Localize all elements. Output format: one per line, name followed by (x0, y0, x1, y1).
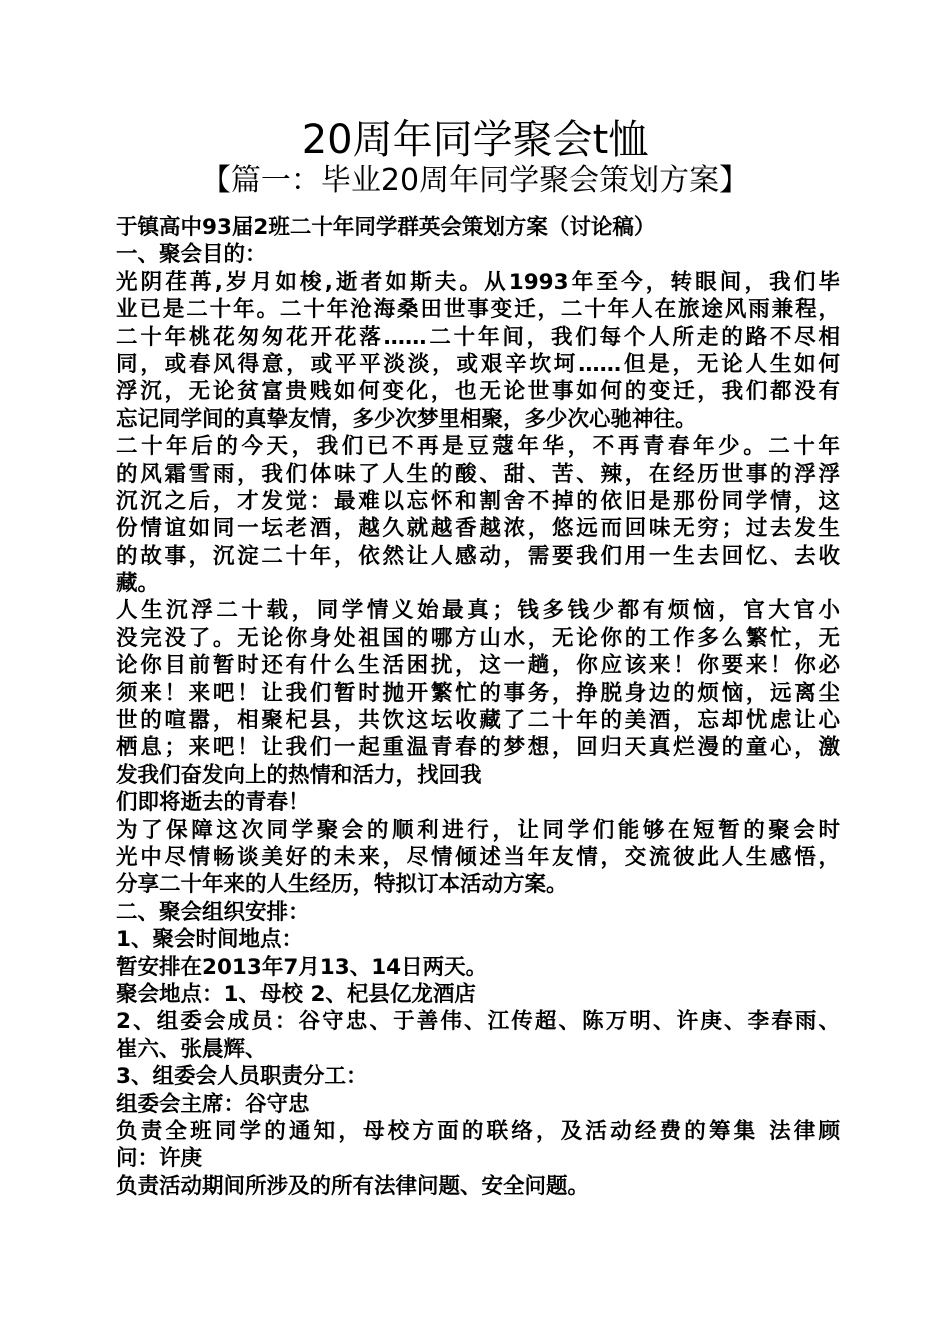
text-line: 3、组委会人员职责分工： (116, 1064, 368, 1090)
text-line: 负责活动期间所涉及的所有法律问题、安全问题。 (116, 1173, 590, 1199)
text-line: 藏。 (116, 571, 160, 597)
text-line: 的风霜雪雨，我们体味了人生的酸、甜、苦、辣，在经历世事的浮浮 (116, 461, 840, 487)
text-line: 问：许庚 (116, 1146, 203, 1172)
text-line: 业已是二十年。二十年沧海桑田世事变迁，二十年人在旅途风雨兼程， (116, 297, 840, 323)
text-line: 于镇高中93届2班二十年同学群英会策划方案（讨论稿） (116, 215, 656, 240)
text-line: 二、聚会组织安排： (116, 899, 310, 925)
text-line: 论你目前暂时还有什么生活困扰，这一趟，你应该来！你要来！你必 (116, 653, 840, 679)
text-line: 1、聚会时间地点： (116, 927, 303, 953)
text-line: 负责全班同学的通知，母校方面的联络，及活动经费的筹集 法律顾 (116, 1118, 840, 1144)
text-line: 忘记同学间的真挚友情，多少次梦里相聚，多少次心驰神往。 (116, 406, 697, 432)
text-line: 的故事，沉淀二十年，依然让人感动，需要我们用一生去回忆、去收 (116, 543, 840, 569)
text-line: 人生沉浮二十载，同学情义始最真；钱多钱少都有烦恼，官大官小 (116, 598, 840, 624)
text-line: 光阴荏苒,岁月如梭,逝者如斯夫。从1993年至今，转眼间，我们毕 (116, 269, 840, 295)
document-title: 20周年同学聚会t恤 (301, 117, 649, 163)
text-line: 聚会地点：1、母校 2、杞县亿龙酒店 (116, 981, 476, 1007)
text-line: 们即将逝去的青春！ (116, 790, 310, 816)
text-line: 光中尽情畅谈美好的未来，尽情倾述当年友情，交流彼此人生感悟， (116, 844, 840, 870)
text-line: 世的喧嚣，相聚杞县，共饮这坛收藏了二十年的美酒，忘却忧虑让心 (116, 708, 840, 734)
text-line: 暂安排在2013年7月13、14日两天。 (116, 954, 488, 980)
text-line: 崔六、张晨辉、 (116, 1036, 267, 1062)
text-line: 栖息；来吧！让我们一起重温青春的梦想，回归天真烂漫的童心，激 (116, 735, 840, 761)
text-line: 浮沉，无论贫富贵贱如何变化，也无论世事如何的变迁，我们都没有 (116, 379, 840, 405)
text-line: 发我们奋发向上的热情和活力，找回我 (116, 762, 482, 788)
text-line: 分享二十年来的人生经历，特拟订本活动方案。 (116, 872, 568, 898)
text-line: 份情谊如同一坛老酒，越久就越香越浓，悠远而回味无穷；过去发生 (116, 516, 840, 542)
text-line: 二十年桃花匆匆花开花落……二十年间，我们每个人所走的路不尽相 (116, 324, 840, 350)
text-line: 同，或春风得意，或平平淡淡，或艰辛坎坷……但是，无论人生如何 (116, 351, 840, 377)
text-line: 沉沉之后，才发觉：最难以忘怀和割舍不掉的依旧是那份同学情，这 (116, 488, 840, 514)
text-line: 2、组委会成员：谷守忠、于善伟、江传超、陈万明、许庚、李春雨、 (116, 1009, 840, 1035)
text-line: 没完没了。无论你身处祖国的哪方山水，无论你的工作多么繁忙，无 (116, 625, 840, 651)
document-subtitle: 【篇一：毕业20周年同学聚会策划方案】 (200, 163, 750, 198)
text-line: 为了保障这次同学聚会的顺利进行，让同学们能够在短暂的聚会时 (116, 817, 840, 843)
document-body (116, 214, 840, 1200)
text-line: 二十年后的今天，我们已不再是豆蔻年华，不再青春年少。二十年 (116, 434, 840, 460)
text-line: 一、聚会目的： (116, 242, 267, 268)
text-line: 组委会主席：谷守忠 (116, 1091, 310, 1117)
text-line: 须来！来吧！让我们暂时抛开繁忙的事务，挣脱身边的烦恼，远离尘 (116, 680, 840, 706)
